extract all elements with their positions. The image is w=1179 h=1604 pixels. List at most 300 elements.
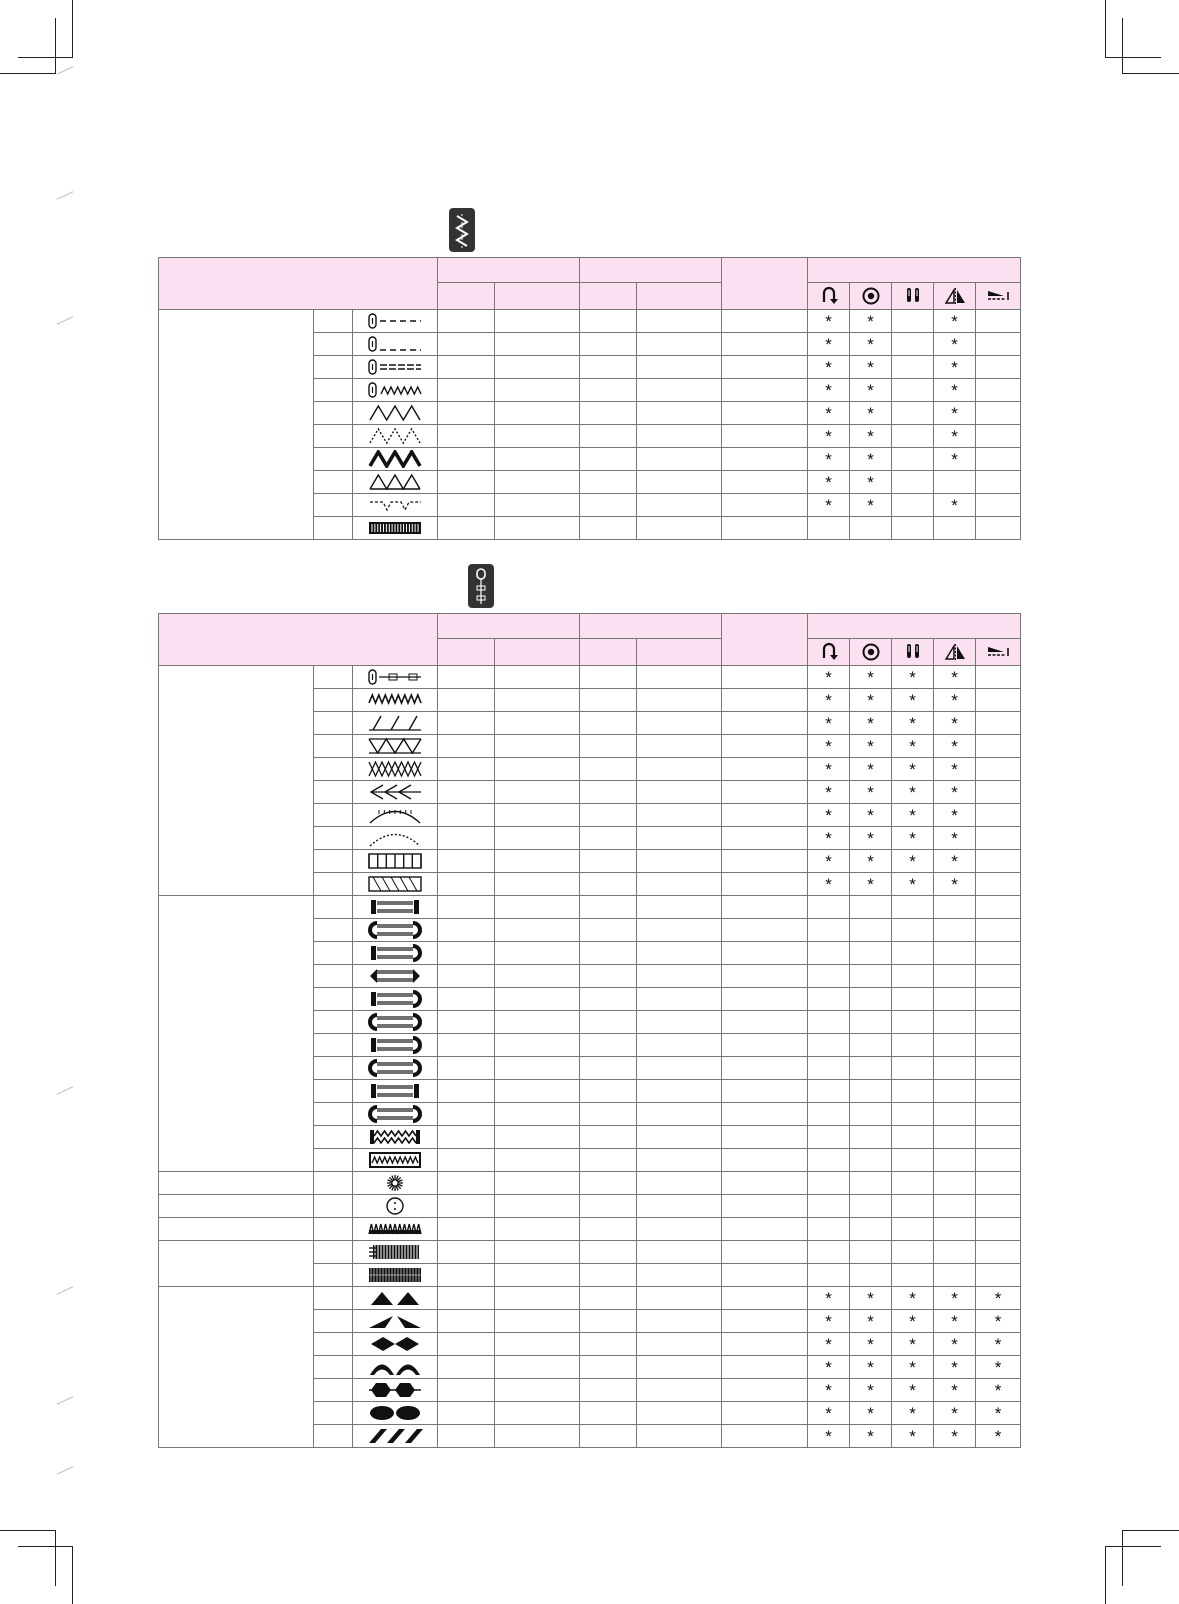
feature-mark-cell	[934, 1011, 976, 1034]
feature-mark-cell	[892, 1172, 934, 1195]
feature-mark-cell	[808, 1379, 850, 1402]
number-cell	[314, 1356, 353, 1379]
number-cell	[314, 1241, 353, 1264]
number-cell	[314, 494, 353, 517]
feature-mark: *	[909, 736, 916, 756]
feature-mark-cell	[934, 1310, 976, 1333]
value-cell	[722, 333, 808, 356]
value-cell	[495, 873, 580, 896]
feature-mark-cell	[976, 1149, 1021, 1172]
feature-mark: *	[867, 380, 874, 400]
crop-mark	[0, 1530, 56, 1531]
number-cell	[314, 517, 353, 540]
value-cell	[580, 517, 637, 540]
feature-mark: *	[951, 690, 958, 710]
group-cell	[159, 896, 314, 1172]
feature-mark-cell	[892, 666, 934, 689]
value-cell	[637, 781, 722, 804]
feature-mark-cell	[850, 942, 892, 965]
feature-mark-cell	[976, 425, 1021, 448]
feature-mark-cell	[892, 471, 934, 494]
stitch-symbol-cell	[353, 1149, 438, 1172]
dotted-zigzag-stitch-icon	[353, 427, 437, 445]
tapered-keyhole-buttonhole-icon	[353, 1036, 437, 1054]
header-cell	[637, 283, 722, 310]
crop-mark	[18, 1546, 73, 1547]
value-cell	[637, 1264, 722, 1287]
bound-buttonhole-icon	[353, 1151, 437, 1169]
number-cell	[314, 1034, 353, 1057]
feature-mark-cell	[808, 712, 850, 735]
value-cell	[438, 1333, 495, 1356]
value-cell	[495, 942, 580, 965]
feature-mark: *	[909, 851, 916, 871]
feature-mark-cell	[850, 379, 892, 402]
number-cell	[314, 1310, 353, 1333]
feature-mark-cell	[850, 1310, 892, 1333]
feature-mark-cell	[808, 471, 850, 494]
feature-mark: *	[867, 851, 874, 871]
feature-mark: *	[951, 1288, 958, 1308]
value-cell	[495, 1172, 580, 1195]
header-cell	[580, 614, 722, 639]
feature-mark-cell	[934, 1241, 976, 1264]
value-cell	[438, 1034, 495, 1057]
stitch-symbol-cell	[353, 1080, 438, 1103]
feature-mark-cell	[934, 1149, 976, 1172]
feature-mark: *	[909, 1311, 916, 1331]
number-cell	[314, 1011, 353, 1034]
feature-mark: *	[825, 805, 832, 825]
stitch-symbol-cell	[353, 1011, 438, 1034]
table-row	[159, 310, 1021, 333]
feature-mark: *	[867, 713, 874, 733]
feature-mark-cell	[934, 666, 976, 689]
value-cell	[495, 425, 580, 448]
feature-mark-cell	[808, 1402, 850, 1425]
header-cell	[580, 639, 637, 666]
feature-mark: *	[951, 1357, 958, 1377]
value-cell	[722, 494, 808, 517]
bartack-icon	[353, 1220, 437, 1238]
value-cell	[438, 425, 495, 448]
feature-mark: *	[867, 1357, 874, 1377]
crop-mark	[1122, 1530, 1179, 1531]
feature-mark-cell	[976, 379, 1021, 402]
value-cell	[495, 827, 580, 850]
feature-mark-cell	[892, 379, 934, 402]
feature-mark-cell	[934, 425, 976, 448]
table-row	[159, 666, 1021, 689]
feature-mark-cell	[976, 896, 1021, 919]
value-cell	[722, 471, 808, 494]
feature-mark-cell	[976, 1264, 1021, 1287]
stitch-symbol-cell	[353, 712, 438, 735]
number-cell	[314, 965, 353, 988]
feature-mark: *	[825, 472, 832, 492]
feature-mark-cell	[892, 1241, 934, 1264]
feature-mark: *	[951, 449, 958, 469]
value-cell	[438, 1264, 495, 1287]
value-cell	[637, 735, 722, 758]
feature-mark-cell	[892, 1034, 934, 1057]
zigzag-stitch-icon	[353, 404, 437, 422]
feature-mark: *	[867, 472, 874, 492]
value-cell	[580, 1080, 637, 1103]
feature-mark: *	[825, 736, 832, 756]
number-cell	[314, 1172, 353, 1195]
feature-mark-cell	[934, 1057, 976, 1080]
feature-mark-cell	[976, 873, 1021, 896]
feature-mark: *	[825, 874, 832, 894]
header-icon-cell	[976, 283, 1021, 310]
value-cell	[580, 781, 637, 804]
feature-mark: *	[951, 334, 958, 354]
feature-mark: *	[909, 1357, 916, 1377]
feature-mark-cell	[934, 1218, 976, 1241]
value-cell	[637, 850, 722, 873]
value-cell	[495, 1218, 580, 1241]
feature-mark-cell	[976, 1287, 1021, 1310]
value-cell	[495, 896, 580, 919]
stitch-table-2	[158, 613, 1021, 1448]
value-cell	[438, 942, 495, 965]
stitch-table-1	[158, 257, 1021, 540]
feature-mark-cell	[850, 1264, 892, 1287]
value-cell	[495, 1126, 580, 1149]
header-icon-cell	[850, 283, 892, 310]
feature-mark-cell	[850, 1287, 892, 1310]
feature-mark: *	[994, 1334, 1002, 1354]
dense-darning-stitch-icon	[353, 1266, 437, 1284]
feature-mark: *	[867, 1403, 874, 1423]
feature-mark-cell	[850, 1218, 892, 1241]
number-cell	[314, 1057, 353, 1080]
value-cell	[495, 471, 580, 494]
feature-mark-cell	[892, 1333, 934, 1356]
value-cell	[580, 965, 637, 988]
feature-mark-cell	[850, 1425, 892, 1448]
value-cell	[722, 689, 808, 712]
feature-mark-cell	[892, 1379, 934, 1402]
header-cell	[580, 258, 722, 283]
value-cell	[495, 1241, 580, 1264]
feature-mark: *	[867, 782, 874, 802]
feature-mark: *	[825, 690, 832, 710]
overcast-stitch-icon	[353, 473, 437, 491]
value-cell	[722, 988, 808, 1011]
value-cell	[637, 356, 722, 379]
feature-mark-cell	[850, 689, 892, 712]
table-header-row	[159, 614, 1021, 639]
circle-dot-icon	[850, 286, 891, 306]
value-cell	[637, 402, 722, 425]
feature-mark-cell	[808, 666, 850, 689]
margin-decoration	[57, 1466, 74, 1475]
utility-stitch-category-icon	[449, 208, 475, 252]
number-cell	[314, 1425, 353, 1448]
feature-mark-cell	[892, 1356, 934, 1379]
stitch-symbol-cell	[353, 1402, 438, 1425]
reverse-arrow-icon	[808, 286, 849, 306]
header-cell	[495, 639, 580, 666]
zigzag-buttonhole-icon	[353, 1128, 437, 1146]
feature-mark-cell	[850, 494, 892, 517]
feature-mark-cell	[976, 965, 1021, 988]
triangles-satin-icon	[353, 1289, 437, 1307]
feature-mark: *	[909, 1288, 916, 1308]
stitch-symbol-cell	[353, 758, 438, 781]
crop-mark	[1122, 1530, 1123, 1586]
feature-mark: *	[867, 449, 874, 469]
value-cell	[722, 712, 808, 735]
value-cell	[438, 1126, 495, 1149]
group-cell	[159, 1241, 314, 1287]
arc-stitch-icon	[353, 806, 437, 824]
value-cell	[722, 1402, 808, 1425]
value-cell	[722, 1379, 808, 1402]
value-cell	[637, 1287, 722, 1310]
value-cell	[580, 873, 637, 896]
value-cell	[637, 448, 722, 471]
value-cell	[438, 689, 495, 712]
stitch-symbol-cell	[353, 1195, 438, 1218]
number-cell	[314, 1149, 353, 1172]
value-cell	[438, 517, 495, 540]
feature-mark-cell	[976, 1080, 1021, 1103]
value-cell	[637, 896, 722, 919]
feature-mark-cell	[934, 494, 976, 517]
feature-mark-cell	[808, 1218, 850, 1241]
feature-mark: *	[909, 1426, 916, 1446]
value-cell	[580, 1172, 637, 1195]
feature-mark: *	[951, 667, 958, 687]
value-cell	[495, 494, 580, 517]
feature-mark-cell	[850, 1172, 892, 1195]
value-cell	[495, 1264, 580, 1287]
feature-mark-cell	[892, 333, 934, 356]
serpentine-stitch-icon	[353, 691, 437, 709]
feature-mark-cell	[976, 1172, 1021, 1195]
feature-mark-cell	[976, 758, 1021, 781]
feature-mark-cell	[850, 1356, 892, 1379]
feature-mark-cell	[850, 1333, 892, 1356]
stitch-symbol-cell	[353, 873, 438, 896]
value-cell	[637, 1011, 722, 1034]
header-cell	[722, 258, 808, 310]
feature-mark: *	[867, 426, 874, 446]
feature-mark-cell	[934, 1034, 976, 1057]
margin-decoration	[57, 316, 74, 325]
feature-mark-cell	[976, 781, 1021, 804]
number-cell	[314, 919, 353, 942]
feature-mark-cell	[892, 942, 934, 965]
feature-mark-cell	[892, 356, 934, 379]
feature-mark-cell	[850, 1195, 892, 1218]
feature-mark: *	[951, 311, 958, 331]
stitch-symbol-cell	[353, 689, 438, 712]
value-cell	[495, 1057, 580, 1080]
feature-mark-cell	[976, 494, 1021, 517]
value-cell	[495, 448, 580, 471]
feature-mark-cell	[976, 1379, 1021, 1402]
bartack-buttonhole-icon	[353, 898, 437, 916]
feature-mark-cell	[892, 448, 934, 471]
value-cell	[722, 1011, 808, 1034]
value-cell	[438, 356, 495, 379]
feature-mark-cell	[934, 896, 976, 919]
feature-mark-cell	[850, 310, 892, 333]
feature-mark: *	[951, 1334, 958, 1354]
value-cell	[580, 804, 637, 827]
feature-mark-cell	[850, 448, 892, 471]
feature-mark-cell	[808, 1195, 850, 1218]
value-cell	[438, 379, 495, 402]
value-cell	[637, 988, 722, 1011]
feature-mark: *	[994, 1357, 1002, 1377]
value-cell	[637, 827, 722, 850]
feature-mark-cell	[808, 689, 850, 712]
feature-mark: *	[867, 1380, 874, 1400]
straight-middle-stitch-icon	[353, 335, 437, 353]
feature-mark: *	[867, 1288, 874, 1308]
header-cell	[637, 639, 722, 666]
value-cell	[637, 1356, 722, 1379]
header-cell	[495, 283, 580, 310]
value-cell	[722, 942, 808, 965]
number-cell	[314, 758, 353, 781]
value-cell	[722, 1241, 808, 1264]
stitch-symbol-cell	[353, 735, 438, 758]
feature-mark-cell	[934, 471, 976, 494]
feature-mark-cell	[934, 965, 976, 988]
elongation-icon	[976, 642, 1020, 662]
feature-mark-cell	[976, 827, 1021, 850]
table-row	[159, 896, 1021, 919]
value-cell	[438, 1218, 495, 1241]
value-cell	[580, 1356, 637, 1379]
stem-stitch-icon	[353, 381, 437, 399]
feature-mark: *	[951, 736, 958, 756]
value-cell	[637, 1080, 722, 1103]
value-cell	[495, 333, 580, 356]
feature-mark-cell	[934, 689, 976, 712]
feature-mark-cell	[808, 494, 850, 517]
value-cell	[438, 1310, 495, 1333]
value-cell	[722, 919, 808, 942]
feature-mark-cell	[976, 333, 1021, 356]
value-cell	[438, 666, 495, 689]
feature-mark-cell	[934, 333, 976, 356]
stitch-symbol-cell	[353, 1126, 438, 1149]
feature-mark-cell	[934, 988, 976, 1011]
stretch-buttonhole-icon	[353, 1082, 437, 1100]
value-cell	[637, 758, 722, 781]
stitch-symbol-cell	[353, 517, 438, 540]
value-cell	[580, 310, 637, 333]
table-row	[159, 1172, 1021, 1195]
feature-mark: *	[867, 874, 874, 894]
feature-mark: *	[909, 782, 916, 802]
feature-mark-cell	[850, 988, 892, 1011]
value-cell	[722, 1149, 808, 1172]
feature-mark-cell	[892, 1425, 934, 1448]
feature-mark: *	[825, 1357, 832, 1377]
value-cell	[438, 873, 495, 896]
feature-mark-cell	[808, 919, 850, 942]
value-cell	[580, 689, 637, 712]
header-cell	[438, 614, 580, 639]
feature-mark-cell	[934, 942, 976, 965]
number-cell	[314, 666, 353, 689]
value-cell	[495, 735, 580, 758]
margin-decoration	[57, 66, 74, 75]
feature-mark-cell	[850, 804, 892, 827]
feature-mark-cell	[850, 1080, 892, 1103]
feature-mark-cell	[808, 425, 850, 448]
feature-mark-cell	[850, 1149, 892, 1172]
feature-mark: *	[909, 667, 916, 687]
elongation-icon	[976, 286, 1020, 306]
margin-decoration	[57, 1286, 74, 1295]
value-cell	[637, 494, 722, 517]
value-cell	[722, 804, 808, 827]
feature-mark-cell	[892, 1218, 934, 1241]
feature-mark-cell	[892, 919, 934, 942]
feature-mark-cell	[808, 896, 850, 919]
value-cell	[722, 1080, 808, 1103]
value-cell	[580, 850, 637, 873]
feature-mark: *	[909, 874, 916, 894]
feature-mark-cell	[850, 666, 892, 689]
feature-mark-cell	[850, 827, 892, 850]
feature-mark: *	[867, 311, 874, 331]
feature-mark-cell	[892, 1126, 934, 1149]
feature-mark-cell	[808, 1356, 850, 1379]
value-cell	[495, 712, 580, 735]
feature-mark: *	[994, 1311, 1002, 1331]
value-cell	[495, 689, 580, 712]
value-cell	[495, 1333, 580, 1356]
value-cell	[722, 310, 808, 333]
feature-mark-cell	[850, 1126, 892, 1149]
number-cell	[314, 942, 353, 965]
feature-mark-cell	[892, 988, 934, 1011]
feature-mark-cell	[976, 1425, 1021, 1448]
crop-mark	[1122, 18, 1123, 74]
feature-mark-cell	[808, 1287, 850, 1310]
feature-mark-cell	[850, 712, 892, 735]
feature-mark-cell	[892, 827, 934, 850]
parallelograms-satin-icon	[353, 1427, 437, 1445]
crop-mark	[1105, 1546, 1161, 1547]
number-cell	[314, 1264, 353, 1287]
feature-mark-cell	[934, 1356, 976, 1379]
feature-mark-cell	[892, 1057, 934, 1080]
stitch-symbol-cell	[353, 942, 438, 965]
number-cell	[314, 1080, 353, 1103]
satin-bar-stitch-icon	[353, 519, 437, 537]
value-cell	[637, 873, 722, 896]
feature-mark-cell	[892, 896, 934, 919]
value-cell	[580, 1425, 637, 1448]
value-cell	[438, 1356, 495, 1379]
value-cell	[637, 965, 722, 988]
value-cell	[637, 1034, 722, 1057]
feature-mark: *	[909, 1380, 916, 1400]
feature-mark-cell	[892, 1011, 934, 1034]
header-icon-cell	[892, 283, 934, 310]
